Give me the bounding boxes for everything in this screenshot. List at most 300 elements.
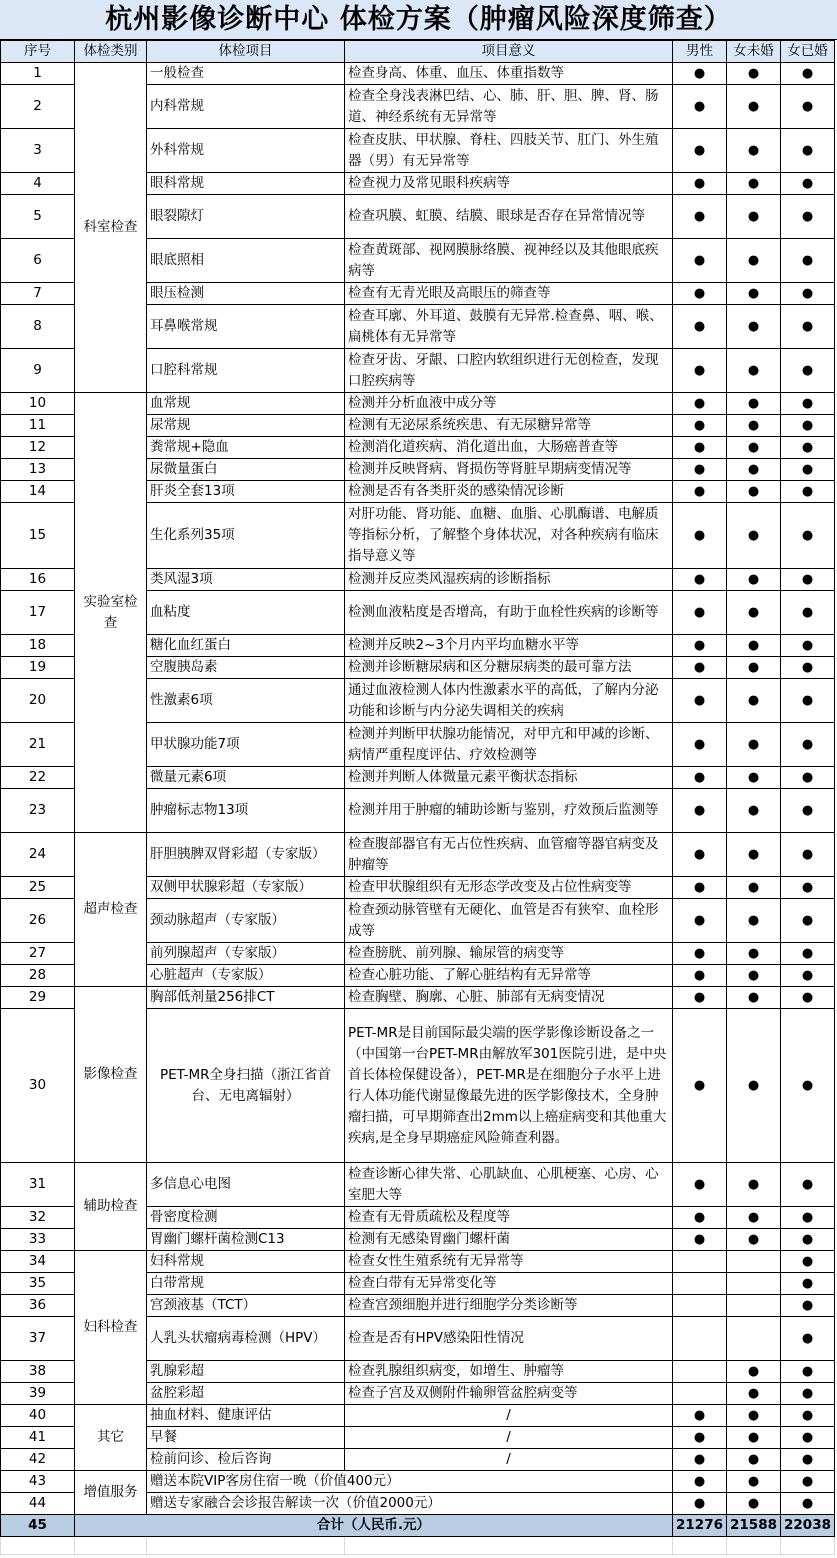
female-married-mark: ● bbox=[781, 877, 835, 899]
exam-meaning: / bbox=[345, 1427, 673, 1449]
male-mark: ● bbox=[673, 833, 727, 877]
exam-meaning: / bbox=[345, 1449, 673, 1471]
female-unmarried-mark: ● bbox=[727, 1449, 781, 1471]
female-unmarried-mark: ● bbox=[727, 1405, 781, 1427]
female-unmarried-mark: ● bbox=[727, 635, 781, 657]
female-unmarried-mark: ● bbox=[727, 1471, 781, 1493]
col-header-item: 体检项目 bbox=[147, 41, 345, 63]
female-married-mark: ● bbox=[781, 789, 835, 833]
page-title: 杭州影像诊断中心 体检方案（肿瘤风险深度筛查） bbox=[0, 0, 837, 40]
service-item: 赠送本院VIP客房住宿一晚（价值400元） bbox=[147, 1471, 673, 1493]
col-header-category: 体检类别 bbox=[75, 41, 147, 63]
male-mark bbox=[673, 1295, 727, 1317]
exam-item: 粪常规+隐血 bbox=[147, 437, 345, 459]
exam-item: 骨密度检测 bbox=[147, 1207, 345, 1229]
exam-item: 甲状腺功能7项 bbox=[147, 723, 345, 767]
female-unmarried-mark: ● bbox=[727, 987, 781, 1009]
exam-meaning: 检查牙齿、牙龈、口腔内软组织进行无创检查，发现口腔疾病等 bbox=[345, 349, 673, 393]
exam-meaning: 检查身高、体重、血压、体重指数等 bbox=[345, 63, 673, 85]
male-mark: ● bbox=[673, 1471, 727, 1493]
male-mark bbox=[673, 1317, 727, 1361]
row-number: 16 bbox=[1, 569, 75, 591]
female-unmarried-mark: ● bbox=[727, 877, 781, 899]
exam-meaning: 检查宫颈细胞并进行细胞学分类诊断等 bbox=[345, 1295, 673, 1317]
exam-meaning: 检测并反映肾病、肾损伤等肾脏早期病变情况等 bbox=[345, 459, 673, 481]
female-married-mark: ● bbox=[781, 723, 835, 767]
female-unmarried-mark: ● bbox=[727, 415, 781, 437]
female-unmarried-mark: ● bbox=[727, 85, 781, 129]
female-married-mark: ● bbox=[781, 481, 835, 503]
male-mark: ● bbox=[673, 657, 727, 679]
female-married-mark: ● bbox=[781, 1361, 835, 1383]
female-unmarried-mark bbox=[727, 1317, 781, 1361]
male-mark: ● bbox=[673, 503, 727, 569]
category-cell: 实验室检查 bbox=[75, 393, 147, 833]
row-number: 44 bbox=[1, 1493, 75, 1515]
exam-item: 肝胆胰脾双肾彩超（专家版） bbox=[147, 833, 345, 877]
female-married-mark: ● bbox=[781, 173, 835, 195]
row-number: 13 bbox=[1, 459, 75, 481]
table-row bbox=[1, 987, 835, 1009]
table-row bbox=[1, 1405, 835, 1427]
exam-item: 心脏超声（专家版） bbox=[147, 965, 345, 987]
female-unmarried-mark: ● bbox=[727, 63, 781, 85]
row-number: 20 bbox=[1, 679, 75, 723]
female-married-mark: ● bbox=[781, 899, 835, 943]
male-mark: ● bbox=[673, 481, 727, 503]
row-number: 30 bbox=[1, 1009, 75, 1163]
female-married-mark: ● bbox=[781, 767, 835, 789]
exam-item: 血粘度 bbox=[147, 591, 345, 635]
row-number: 10 bbox=[1, 393, 75, 415]
male-mark: ● bbox=[673, 1405, 727, 1427]
row-number: 14 bbox=[1, 481, 75, 503]
exam-meaning: 检测是否有各类肝炎的感染情况诊断 bbox=[345, 481, 673, 503]
female-married-mark: ● bbox=[781, 1251, 835, 1273]
female-unmarried-mark: ● bbox=[727, 129, 781, 173]
empty-cell bbox=[781, 1537, 835, 1555]
female-unmarried-mark: ● bbox=[727, 1229, 781, 1251]
table-row bbox=[1, 393, 835, 415]
row-number: 36 bbox=[1, 1295, 75, 1317]
row-number: 38 bbox=[1, 1361, 75, 1383]
exam-item: 尿微量蛋白 bbox=[147, 459, 345, 481]
row-number: 15 bbox=[1, 503, 75, 569]
row-number: 40 bbox=[1, 1405, 75, 1427]
male-mark: ● bbox=[673, 1493, 727, 1515]
female-married-mark: ● bbox=[781, 437, 835, 459]
table-row bbox=[1, 833, 835, 877]
female-unmarried-mark: ● bbox=[727, 349, 781, 393]
exam-item: 肿瘤标志物13项 bbox=[147, 789, 345, 833]
female-married-mark: ● bbox=[781, 1405, 835, 1427]
exam-meaning: 检测并反映2~3个月内平均血糖水平等 bbox=[345, 635, 673, 657]
exam-item: 肝炎全套13项 bbox=[147, 481, 345, 503]
exam-meaning: 检测并分析血液中成分等 bbox=[345, 393, 673, 415]
exam-item: 早餐 bbox=[147, 1427, 345, 1449]
female-unmarried-mark: ● bbox=[727, 943, 781, 965]
exam-item: 眼科常规 bbox=[147, 173, 345, 195]
female-unmarried-mark bbox=[727, 1295, 781, 1317]
male-mark: ● bbox=[673, 393, 727, 415]
exam-item: 妇科常规 bbox=[147, 1251, 345, 1273]
empty-row bbox=[1, 1537, 835, 1555]
empty-cell bbox=[345, 1537, 673, 1555]
female-married-mark: ● bbox=[781, 349, 835, 393]
female-married-mark: ● bbox=[781, 833, 835, 877]
row-number: 26 bbox=[1, 899, 75, 943]
row-number: 19 bbox=[1, 657, 75, 679]
row-number: 5 bbox=[1, 195, 75, 239]
exam-item: 空腹胰岛素 bbox=[147, 657, 345, 679]
female-married-mark: ● bbox=[781, 1207, 835, 1229]
male-mark: ● bbox=[673, 1449, 727, 1471]
female-unmarried-mark: ● bbox=[727, 657, 781, 679]
col-header-no: 序号 bbox=[1, 41, 75, 63]
row-number: 43 bbox=[1, 1471, 75, 1493]
exam-meaning: 检查白带有无异常变化等 bbox=[345, 1273, 673, 1295]
exam-item: 外科常规 bbox=[147, 129, 345, 173]
exam-meaning: 检查全身浅表淋巴结、心、肺、肝、胆、脾、肾、肠道、神经系统有无异常等 bbox=[345, 85, 673, 129]
total-female-unmarried: 21588 bbox=[727, 1515, 781, 1537]
male-mark: ● bbox=[673, 723, 727, 767]
col-header-female-unmarried: 女未婚 bbox=[727, 41, 781, 63]
row-number: 34 bbox=[1, 1251, 75, 1273]
exam-meaning: 检查诊断心律失常、心肌缺血、心肌梗塞、心房、心室肥大等 bbox=[345, 1163, 673, 1207]
exam-meaning: 检查膀胱、前列腺、输尿管的病变等 bbox=[345, 943, 673, 965]
exam-item: 一般检查 bbox=[147, 63, 345, 85]
row-number: 35 bbox=[1, 1273, 75, 1295]
female-married-mark: ● bbox=[781, 987, 835, 1009]
exam-meaning: 检查女性生殖系统有无异常等 bbox=[345, 1251, 673, 1273]
male-mark: ● bbox=[673, 1207, 727, 1229]
category-cell: 超声检查 bbox=[75, 833, 147, 987]
exam-item: 宫颈液基（TCT） bbox=[147, 1295, 345, 1317]
exam-item: 检前问诊、检后咨询 bbox=[147, 1449, 345, 1471]
female-married-mark: ● bbox=[781, 569, 835, 591]
male-mark: ● bbox=[673, 437, 727, 459]
female-married-mark: ● bbox=[781, 1449, 835, 1471]
female-unmarried-mark: ● bbox=[727, 283, 781, 305]
female-unmarried-mark: ● bbox=[727, 481, 781, 503]
row-number: 41 bbox=[1, 1427, 75, 1449]
row-number: 37 bbox=[1, 1317, 75, 1361]
female-unmarried-mark: ● bbox=[727, 591, 781, 635]
col-header-meaning: 项目意义 bbox=[345, 41, 673, 63]
male-mark: ● bbox=[673, 415, 727, 437]
female-unmarried-mark: ● bbox=[727, 239, 781, 283]
female-married-mark: ● bbox=[781, 943, 835, 965]
male-mark: ● bbox=[673, 283, 727, 305]
exam-meaning: 检查有无青光眼及高眼压的筛查等 bbox=[345, 283, 673, 305]
row-number: 7 bbox=[1, 283, 75, 305]
exam-meaning: 检测并反应类风湿疾病的诊断指标 bbox=[345, 569, 673, 591]
category-cell: 辅助检查 bbox=[75, 1163, 147, 1251]
empty-cell bbox=[147, 1537, 345, 1555]
exam-item: 乳腺彩超 bbox=[147, 1361, 345, 1383]
total-male: 21276 bbox=[673, 1515, 727, 1537]
total-label: 合计（人民币.元） bbox=[75, 1515, 673, 1537]
empty-cell bbox=[727, 1537, 781, 1555]
category-cell: 其它 bbox=[75, 1405, 147, 1471]
female-unmarried-mark: ● bbox=[727, 833, 781, 877]
male-mark: ● bbox=[673, 877, 727, 899]
male-mark: ● bbox=[673, 591, 727, 635]
exam-item: 口腔科常规 bbox=[147, 349, 345, 393]
male-mark: ● bbox=[673, 305, 727, 349]
row-number: 12 bbox=[1, 437, 75, 459]
row-number: 21 bbox=[1, 723, 75, 767]
row-number: 23 bbox=[1, 789, 75, 833]
female-married-mark: ● bbox=[781, 1471, 835, 1493]
female-unmarried-mark: ● bbox=[727, 1493, 781, 1515]
exam-meaning: 检查腹部器官有无占位性疾病、血管瘤等器官病变及肿瘤等 bbox=[345, 833, 673, 877]
female-married-mark: ● bbox=[781, 503, 835, 569]
total-number: 45 bbox=[1, 1515, 75, 1537]
female-married-mark: ● bbox=[781, 679, 835, 723]
male-mark bbox=[673, 1273, 727, 1295]
row-number: 11 bbox=[1, 415, 75, 437]
exam-item: 眼压检测 bbox=[147, 283, 345, 305]
exam-meaning: 检测有无泌尿系统疾患、有无尿糖异常等 bbox=[345, 415, 673, 437]
exam-item: 颈动脉超声（专家版） bbox=[147, 899, 345, 943]
row-number: 17 bbox=[1, 591, 75, 635]
row-number: 3 bbox=[1, 129, 75, 173]
female-unmarried-mark: ● bbox=[727, 965, 781, 987]
male-mark: ● bbox=[673, 635, 727, 657]
table-row bbox=[1, 1471, 835, 1493]
male-mark: ● bbox=[673, 987, 727, 1009]
female-married-mark: ● bbox=[781, 591, 835, 635]
exam-meaning: 对肝功能、肾功能、血糖、血脂、心肌酶谱、电解质等指标分析，了解整个身体状况，对各种疾病有临床指导意义等 bbox=[345, 503, 673, 569]
table-row bbox=[1, 1251, 835, 1273]
male-mark: ● bbox=[673, 1229, 727, 1251]
female-married-mark: ● bbox=[781, 63, 835, 85]
exam-meaning: 检查心脏功能、了解心脏结构有无异常等 bbox=[345, 965, 673, 987]
exam-meaning: 检查胸壁、胸廓、心脏、肺部有无病变情况 bbox=[345, 987, 673, 1009]
female-married-mark: ● bbox=[781, 635, 835, 657]
exam-meaning: 检查子宫及双侧附件输卵管盆腔病变等 bbox=[345, 1383, 673, 1405]
male-mark: ● bbox=[673, 85, 727, 129]
row-number: 8 bbox=[1, 305, 75, 349]
female-unmarried-mark bbox=[727, 1251, 781, 1273]
male-mark: ● bbox=[673, 965, 727, 987]
exam-meaning: 检测并用于肿瘤的辅助诊断与鉴别，疗效预后监测等 bbox=[345, 789, 673, 833]
row-number: 4 bbox=[1, 173, 75, 195]
female-married-mark: ● bbox=[781, 965, 835, 987]
exam-item: 类风湿3项 bbox=[147, 569, 345, 591]
exam-item: 眼底照相 bbox=[147, 239, 345, 283]
male-mark: ● bbox=[673, 679, 727, 723]
exam-meaning: 检查视力及常见眼科疾病等 bbox=[345, 173, 673, 195]
exam-meaning: 检查黄斑部、视网膜脉络膜、视神经以及其他眼底疾病等 bbox=[345, 239, 673, 283]
exam-item: 盆腔彩超 bbox=[147, 1383, 345, 1405]
exam-meaning: 检测并诊断糖尿病和区分糖尿病类的最可靠方法 bbox=[345, 657, 673, 679]
category-cell: 影像检查 bbox=[75, 987, 147, 1163]
female-unmarried-mark: ● bbox=[727, 195, 781, 239]
female-married-mark: ● bbox=[781, 1427, 835, 1449]
row-number: 31 bbox=[1, 1163, 75, 1207]
female-unmarried-mark bbox=[727, 1273, 781, 1295]
female-unmarried-mark: ● bbox=[727, 723, 781, 767]
exam-meaning: 通过血液检测人体内性激素水平的高低，了解内分泌功能和诊断与内分泌失调相关的疾病 bbox=[345, 679, 673, 723]
female-married-mark: ● bbox=[781, 459, 835, 481]
exam-item: 糖化血红蛋白 bbox=[147, 635, 345, 657]
female-unmarried-mark: ● bbox=[727, 1361, 781, 1383]
female-unmarried-mark: ● bbox=[727, 679, 781, 723]
female-married-mark: ● bbox=[781, 1229, 835, 1251]
male-mark: ● bbox=[673, 459, 727, 481]
female-unmarried-mark: ● bbox=[727, 305, 781, 349]
empty-cell bbox=[75, 1537, 147, 1555]
row-number: 39 bbox=[1, 1383, 75, 1405]
exam-meaning: 检查巩膜、虹膜、结膜、眼球是否存在异常情况等 bbox=[345, 195, 673, 239]
row-number: 9 bbox=[1, 349, 75, 393]
female-unmarried-mark: ● bbox=[727, 1207, 781, 1229]
male-mark: ● bbox=[673, 767, 727, 789]
female-married-mark: ● bbox=[781, 239, 835, 283]
exam-meaning: / bbox=[345, 1405, 673, 1427]
row-number: 1 bbox=[1, 63, 75, 85]
exam-item: 前列腺超声（专家版） bbox=[147, 943, 345, 965]
table-row bbox=[1, 1163, 835, 1207]
exam-meaning: 检查颈动脉管壁有无硬化、血管是否有狭窄、血栓形成等 bbox=[345, 899, 673, 943]
female-married-mark: ● bbox=[781, 195, 835, 239]
male-mark: ● bbox=[673, 349, 727, 393]
female-unmarried-mark: ● bbox=[727, 569, 781, 591]
female-married-mark: ● bbox=[781, 415, 835, 437]
female-unmarried-mark: ● bbox=[727, 503, 781, 569]
male-mark bbox=[673, 1361, 727, 1383]
female-married-mark: ● bbox=[781, 1009, 835, 1163]
empty-cell bbox=[1, 1537, 75, 1555]
male-mark: ● bbox=[673, 569, 727, 591]
row-number: 42 bbox=[1, 1449, 75, 1471]
female-married-mark: ● bbox=[781, 1163, 835, 1207]
service-item: 赠送专家融合会诊报告解读一次（价值2000元） bbox=[147, 1493, 673, 1515]
exam-item: 尿常规 bbox=[147, 415, 345, 437]
female-married-mark: ● bbox=[781, 1383, 835, 1405]
exam-meaning: 检查甲状腺组织有无形态学改变及占位性病变等 bbox=[345, 877, 673, 899]
male-mark: ● bbox=[673, 789, 727, 833]
exam-item: 内科常规 bbox=[147, 85, 345, 129]
row-number: 18 bbox=[1, 635, 75, 657]
male-mark: ● bbox=[673, 943, 727, 965]
table-row bbox=[1, 63, 835, 85]
male-mark: ● bbox=[673, 1009, 727, 1163]
female-unmarried-mark: ● bbox=[727, 1163, 781, 1207]
row-number: 2 bbox=[1, 85, 75, 129]
female-unmarried-mark: ● bbox=[727, 767, 781, 789]
male-mark bbox=[673, 1383, 727, 1405]
male-mark: ● bbox=[673, 1427, 727, 1449]
female-married-mark: ● bbox=[781, 393, 835, 415]
row-number: 32 bbox=[1, 1207, 75, 1229]
female-unmarried-mark: ● bbox=[727, 393, 781, 415]
row-number: 25 bbox=[1, 877, 75, 899]
exam-meaning: 检测血液粘度是否增高，有助于血栓性疾病的诊断等 bbox=[345, 591, 673, 635]
empty-cell bbox=[673, 1537, 727, 1555]
female-married-mark: ● bbox=[781, 657, 835, 679]
row-number: 27 bbox=[1, 943, 75, 965]
exam-item: 抽血材料、健康评估 bbox=[147, 1405, 345, 1427]
female-unmarried-mark: ● bbox=[727, 1009, 781, 1163]
exam-meaning: 检查乳腺组织病变，如增生、肿瘤等 bbox=[345, 1361, 673, 1383]
category-cell: 妇科检查 bbox=[75, 1251, 147, 1405]
male-mark: ● bbox=[673, 899, 727, 943]
row-number: 29 bbox=[1, 987, 75, 1009]
female-married-mark: ● bbox=[781, 1493, 835, 1515]
female-unmarried-mark: ● bbox=[727, 1427, 781, 1449]
row-number: 24 bbox=[1, 833, 75, 877]
exam-item: 双侧甲状腺彩超（专家版） bbox=[147, 877, 345, 899]
row-number: 33 bbox=[1, 1229, 75, 1251]
male-mark: ● bbox=[673, 195, 727, 239]
row-number: 28 bbox=[1, 965, 75, 987]
exam-meaning: PET-MR是目前国际最尖端的医学影像诊断设备之一（中国第一台PET-MR由解放军301医院引进，是中央首长体检保健设备），PET-MR是在细胞分子水平上进行人体功能代谢显像最先进的医学影像技术，全身肿瘤扫描，可早期筛查出2mm以上癌症病变和其他重大疾病,是全身早期癌症风险筛查利器。 bbox=[345, 1009, 673, 1163]
exam-meaning: 检测并判断人体微量元素平衡状态指标 bbox=[345, 767, 673, 789]
exam-meaning: 检查皮肤、甲状腺、脊柱、四肢关节、肛门、外生殖器（男）有无异常等 bbox=[345, 129, 673, 173]
male-mark bbox=[673, 1251, 727, 1273]
female-married-mark: ● bbox=[781, 1295, 835, 1317]
exam-item: 微量元素6项 bbox=[147, 767, 345, 789]
exam-item: PET-MR全身扫描（浙江省首台、无电离辐射） bbox=[147, 1009, 345, 1163]
female-married-mark: ● bbox=[781, 305, 835, 349]
male-mark: ● bbox=[673, 173, 727, 195]
total-row bbox=[1, 1515, 835, 1537]
exam-item: 眼裂隙灯 bbox=[147, 195, 345, 239]
exam-item: 性激素6项 bbox=[147, 679, 345, 723]
female-unmarried-mark: ● bbox=[727, 899, 781, 943]
female-married-mark: ● bbox=[781, 129, 835, 173]
exam-item: 多信息心电图 bbox=[147, 1163, 345, 1207]
female-unmarried-mark: ● bbox=[727, 459, 781, 481]
exam-item: 胸部低剂量256排CT bbox=[147, 987, 345, 1009]
exam-meaning: 检查是否有HPV感染阳性情况 bbox=[345, 1317, 673, 1361]
exam-item: 人乳头状瘤病毒检测（HPV） bbox=[147, 1317, 345, 1361]
exam-meaning: 检测消化道疾病、消化道出血，大肠癌普查等 bbox=[345, 437, 673, 459]
male-mark: ● bbox=[673, 129, 727, 173]
total-female-married: 22038 bbox=[781, 1515, 835, 1537]
col-header-male: 男性 bbox=[673, 41, 727, 63]
category-cell: 增值服务 bbox=[75, 1471, 147, 1515]
category-cell: 科室检查 bbox=[75, 63, 147, 393]
exam-item: 生化系列35项 bbox=[147, 503, 345, 569]
exam-item: 耳鼻喉常规 bbox=[147, 305, 345, 349]
female-unmarried-mark: ● bbox=[727, 1383, 781, 1405]
row-number: 6 bbox=[1, 239, 75, 283]
male-mark: ● bbox=[673, 239, 727, 283]
exam-meaning: 检查有无骨质疏松及程度等 bbox=[345, 1207, 673, 1229]
exam-meaning: 检测并判断甲状腺功能情况，对甲亢和甲减的诊断、病情严重程度评估、疗效检测等 bbox=[345, 723, 673, 767]
female-unmarried-mark: ● bbox=[727, 173, 781, 195]
table-body bbox=[1, 63, 835, 1555]
exam-meaning: 检测有无感染胃幽门螺杆菌 bbox=[345, 1229, 673, 1251]
male-mark: ● bbox=[673, 1163, 727, 1207]
male-mark: ● bbox=[673, 63, 727, 85]
exam-item: 胃幽门螺杆菌检测C13 bbox=[147, 1229, 345, 1251]
exam-table bbox=[0, 40, 835, 1555]
exam-item: 血常规 bbox=[147, 393, 345, 415]
female-married-mark: ● bbox=[781, 283, 835, 305]
row-number: 22 bbox=[1, 767, 75, 789]
col-header-female-married: 女已婚 bbox=[781, 41, 835, 63]
female-unmarried-mark: ● bbox=[727, 789, 781, 833]
female-married-mark: ● bbox=[781, 1273, 835, 1295]
female-married-mark: ● bbox=[781, 85, 835, 129]
female-married-mark: ● bbox=[781, 1317, 835, 1361]
exam-item: 白带常规 bbox=[147, 1273, 345, 1295]
